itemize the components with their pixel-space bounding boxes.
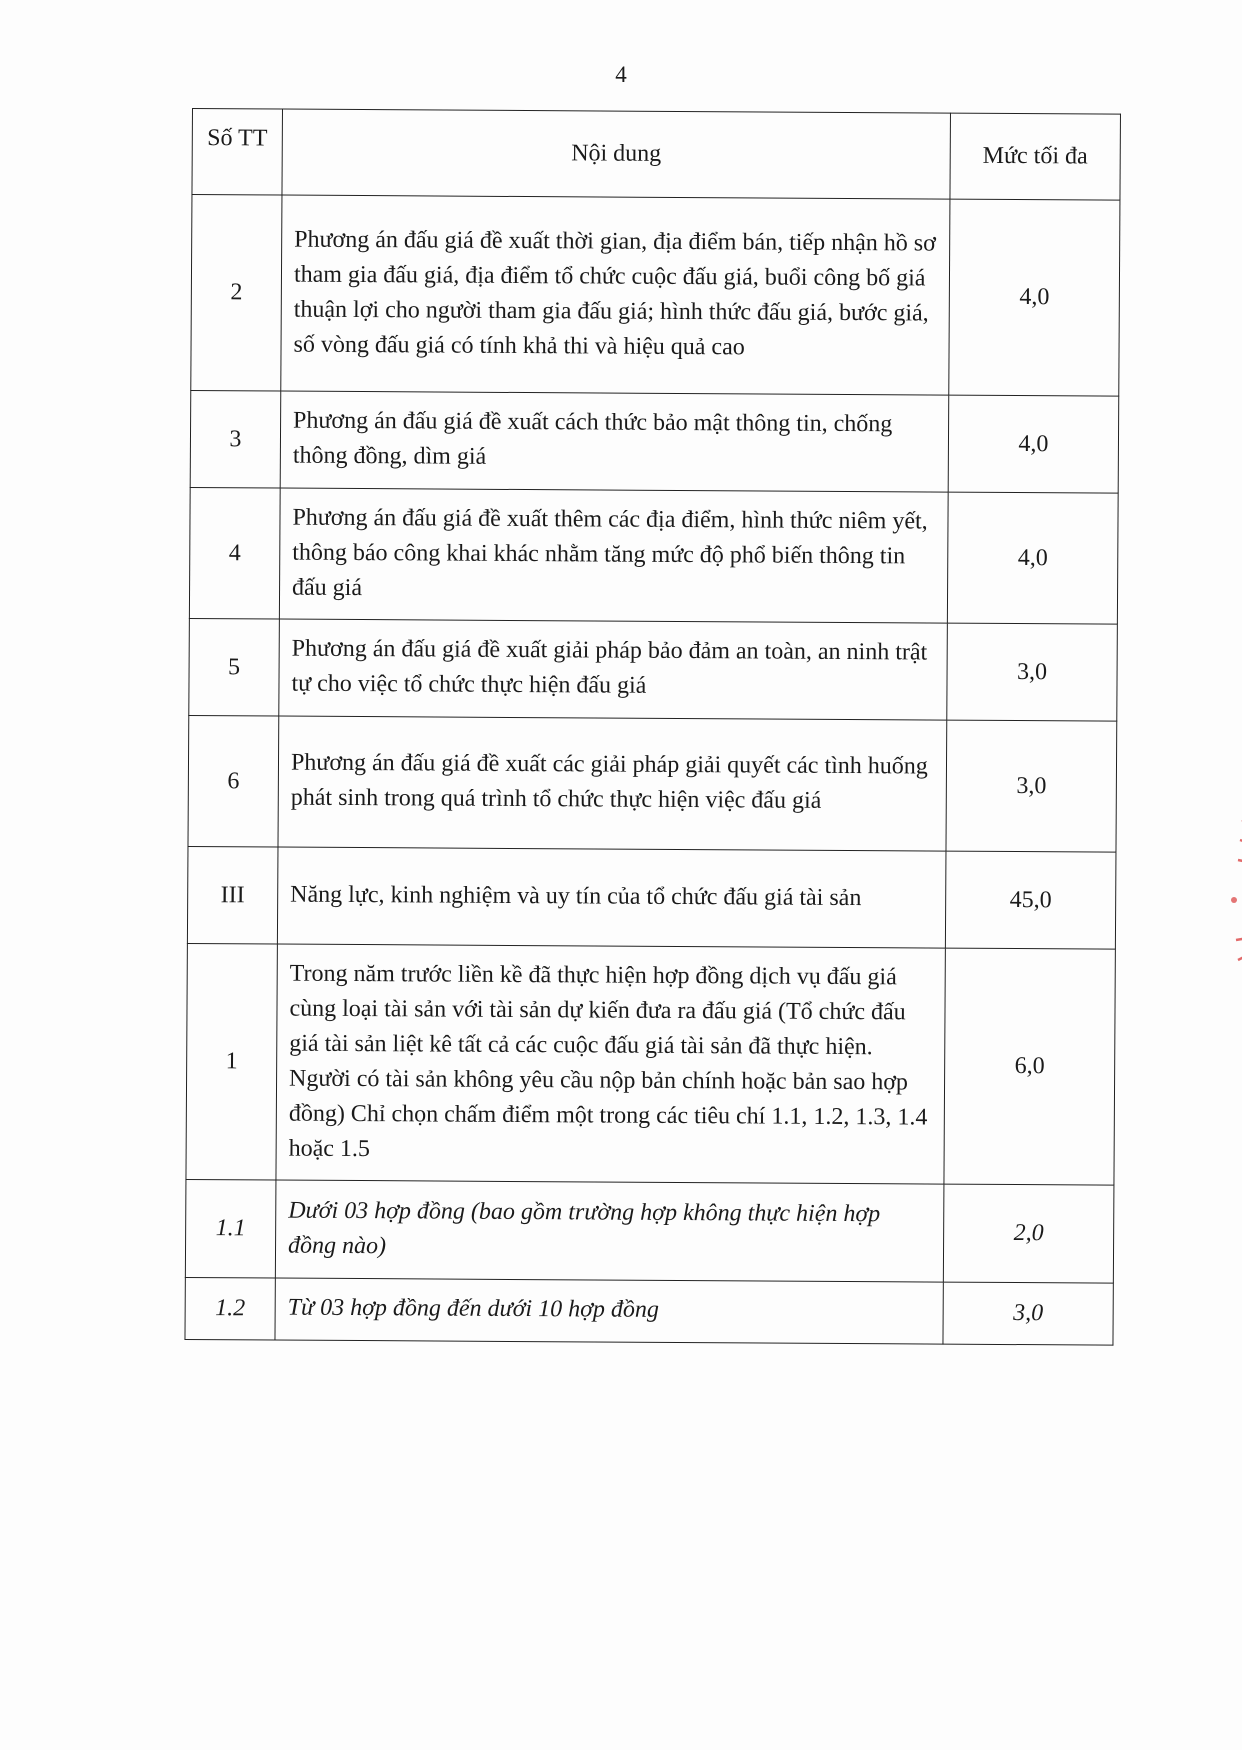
scoring-table bbox=[184, 108, 1121, 1346]
table-header-row bbox=[192, 109, 1121, 201]
table-row bbox=[185, 1277, 1113, 1345]
row-content: Năng lực, kinh nghiệm và uy tín của tổ chức đấu giá tài sản bbox=[277, 847, 946, 948]
row-stt: 5 bbox=[189, 618, 280, 716]
header-content: Nội dung bbox=[282, 109, 951, 199]
row-stt: 3 bbox=[190, 390, 281, 488]
row-content: Phương án đấu giá đề xuất thêm các địa điểm, hình thức niêm yết, thông báo công khai khác nhằm tăng mức độ phổ biến thông tin đấu giá bbox=[279, 488, 948, 623]
table-row bbox=[191, 195, 1120, 397]
row-max: 45,0 bbox=[945, 851, 1116, 949]
row-stt: 1 bbox=[186, 943, 277, 1180]
row-max: 4,0 bbox=[948, 395, 1119, 493]
row-content: Dưới 03 hợp đồng (bao gồm trường hợp không thực hiện hợp đồng nào) bbox=[275, 1180, 944, 1282]
row-max: 3,0 bbox=[946, 720, 1117, 852]
row-content: Phương án đấu giá đề xuất thời gian, địa điểm bán, tiếp nhận hồ sơ tham gia đấu giá, địa điểm tổ chức cuộc đấu giá, buổi công bố giá thuận lợi cho người tham gia đấu giá; hình thức đấu giá, bước giá, số vòng đấu giá có tính khả thi và hiệu quả cao bbox=[281, 195, 950, 395]
row-stt: 2 bbox=[191, 195, 282, 392]
table-row bbox=[187, 846, 1116, 949]
page-number: 4 bbox=[615, 62, 627, 87]
row-stt: III bbox=[187, 846, 278, 944]
table-row bbox=[185, 1179, 1114, 1283]
header-max: Mức tối đa bbox=[950, 113, 1121, 200]
row-max: 3,0 bbox=[947, 623, 1118, 721]
row-max: 4,0 bbox=[949, 199, 1120, 396]
row-max: 4,0 bbox=[947, 492, 1118, 624]
red-seal-stamp-icon bbox=[1212, 800, 1242, 1000]
row-max: 2,0 bbox=[943, 1184, 1114, 1283]
table-row bbox=[190, 390, 1119, 493]
row-content: Phương án đấu giá đề xuất giải pháp bảo đảm an toàn, an ninh trật tự cho việc tổ chức thực hiện đấu giá bbox=[279, 619, 948, 720]
table-row bbox=[188, 715, 1117, 852]
table-row bbox=[186, 943, 1115, 1185]
row-stt: 6 bbox=[188, 715, 279, 847]
row-stt: 1.2 bbox=[185, 1277, 275, 1340]
row-stt: 1.1 bbox=[185, 1179, 276, 1278]
row-content: Phương án đấu giá đề xuất cách thức bảo mật thông tin, chống thông đồng, dìm giá bbox=[280, 391, 949, 492]
table-row bbox=[189, 487, 1118, 624]
row-max: 3,0 bbox=[943, 1282, 1113, 1345]
row-stt: 4 bbox=[189, 487, 280, 619]
table-row bbox=[189, 618, 1118, 721]
header-stt: Số TT bbox=[192, 109, 283, 196]
row-content: Trong năm trước liền kề đã thực hiện hợp đồng dịch vụ đấu giá cùng loại tài sản với tài sản dự kiến đưa ra đấu giá (Tổ chức đấu giá tài sản liệt kê tất cả các cuộc đấu giá tài sản đã thực hiện. Người có tài sản không yêu cầu nộp bản chính hoặc bản sao hợp đồng) Chỉ chọn chấm điểm một trong các tiêu chí 1.1, 1.2, 1.3, 1.4 hoặc 1.5 bbox=[276, 944, 945, 1184]
row-content: Từ 03 hợp đồng đến dưới 10 hợp đồng bbox=[275, 1278, 943, 1344]
scoring-table-wrapper bbox=[184, 108, 1120, 1346]
row-max: 6,0 bbox=[944, 948, 1115, 1185]
row-content: Phương án đấu giá đề xuất các giải pháp giải quyết các tình huống phát sinh trong quá trình tổ chức thực hiện việc đấu giá bbox=[278, 716, 947, 851]
